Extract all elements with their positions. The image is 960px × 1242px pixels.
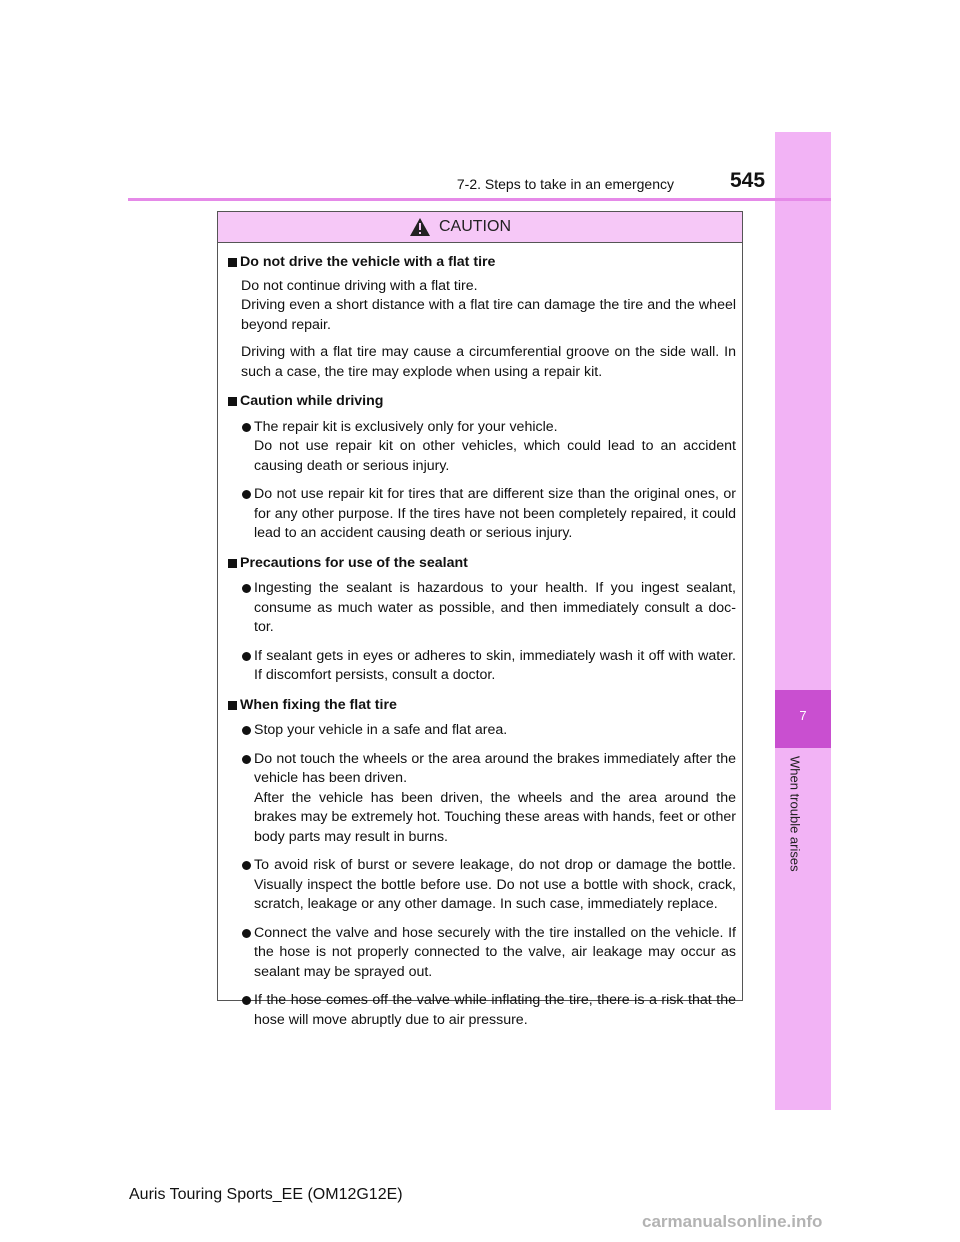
- section-heading: [224, 696, 736, 716]
- bullet-line: The repair kit is exclusively only for your vehicle.: [254, 418, 558, 435]
- bullet-text: Connect the valve and hose securely with the tire installed on the vehicle. If the hose is not properly connected to the valve, air leakage may occur as sealant may be sprayed out.: [254, 924, 736, 980]
- bullet-text: To avoid risk of burst or severe leakage, do not drop or damage the bottle. Visually inspect the bottle before use. Do not use a bottle with shock, crack, scratch, leakage or any other damage. In such case, immediately replace.: [254, 857, 736, 912]
- heading-text: When fixing the flat tire: [240, 696, 397, 713]
- manual-id-footer: Auris Touring Sports_EE (OM12G12E): [129, 1186, 403, 1203]
- bullet-item: [224, 485, 736, 544]
- caution-box: [217, 211, 743, 1028]
- bullet-item: [224, 750, 736, 848]
- bullet-line: Do not use repair kit on other vehicles, which could lead to an accident causing death or serious injury.: [254, 438, 736, 474]
- round-bullet-icon: [242, 726, 251, 735]
- caution-body: [218, 243, 742, 1030]
- square-bullet-icon: [228, 559, 237, 568]
- heading-text: Do not drive the vehicle with a flat tire: [240, 254, 496, 270]
- round-bullet-icon: [242, 584, 251, 593]
- heading-text: Caution while driving: [240, 393, 384, 409]
- page-number: 545: [730, 169, 766, 192]
- square-bullet-icon: [228, 701, 237, 710]
- chapter-number: 7: [799, 708, 807, 723]
- paragraph: [224, 277, 736, 336]
- bullet-item: [224, 418, 736, 477]
- section-heading: [224, 253, 736, 273]
- header-rule: [128, 198, 831, 201]
- bullet-text: If sealant gets in eyes or adheres to skin, immediately wash it off with water. If discomfort persists, consult a doctor.: [254, 647, 736, 683]
- warning-triangle-icon: [409, 217, 431, 237]
- heading-text: Precautions for use of the sealant: [240, 554, 468, 571]
- bullet-text: Stop your vehicle in a safe and flat area.: [254, 722, 508, 738]
- chapter-side-tab: [775, 132, 831, 1110]
- paragraph: Driving with a flat tire may cause a circumferential groove on the side wall. In such a case, the tire may explode when using a repair kit.: [241, 344, 736, 380]
- paragraph-line: Do not continue driving with a flat tire.: [241, 277, 478, 294]
- chapter-label: When trouble arises: [787, 756, 803, 872]
- bullet-item: [224, 856, 736, 915]
- bullet-text: Ingesting the sealant is hazardous to your health. If you ingest sealant, consume as much water as possible, and then immediately consult a doc-tor.: [254, 580, 736, 635]
- chapter-label-wrap: [775, 756, 831, 886]
- bullet-item: [224, 991, 736, 1030]
- section-title: 7-2. Steps to take in an emergency: [456, 176, 674, 192]
- bullet-text: Do not use repair kit for tires that are different size than the original ones, or for any other purpose. If the tires have not been completely repaired, it could lead to an accident causing death or serious injury.: [254, 486, 736, 541]
- bullet-item: [224, 647, 736, 686]
- bullet-item: [224, 924, 736, 983]
- square-bullet-icon: [228, 258, 237, 267]
- section-heading: [224, 554, 736, 574]
- round-bullet-icon: [242, 423, 251, 432]
- section-heading: [224, 392, 736, 412]
- square-bullet-icon: [228, 397, 237, 406]
- bullet-item: [224, 579, 736, 638]
- caution-header: [218, 212, 742, 243]
- bullet-line: Do not touch the wheels or the area around the brakes immediately after the vehicle has been driven.: [254, 750, 736, 786]
- round-bullet-icon: [242, 996, 251, 1005]
- round-bullet-icon: [242, 929, 251, 938]
- watermark[interactable]: carmanualsonline.info: [642, 1212, 823, 1231]
- round-bullet-icon: [242, 652, 251, 661]
- bullet-line: After the vehicle has been driven, the wheels and the area around the brakes may be extremely hot. Touching these areas with hands, feet or other body parts may result in burns.: [254, 789, 736, 845]
- round-bullet-icon: [242, 755, 251, 764]
- round-bullet-icon: [242, 861, 251, 870]
- caution-title: CAUTION: [439, 218, 511, 235]
- bullet-item: [224, 721, 736, 741]
- bullet-text: If the hose comes off the valve while inflating the tire, there is a risk that the hose will move abruptly due to air pressure.: [254, 992, 736, 1028]
- round-bullet-icon: [242, 490, 251, 499]
- paragraph-line: Driving even a short distance with a flat tire can damage the tire and the wheel beyond repair.: [241, 297, 736, 333]
